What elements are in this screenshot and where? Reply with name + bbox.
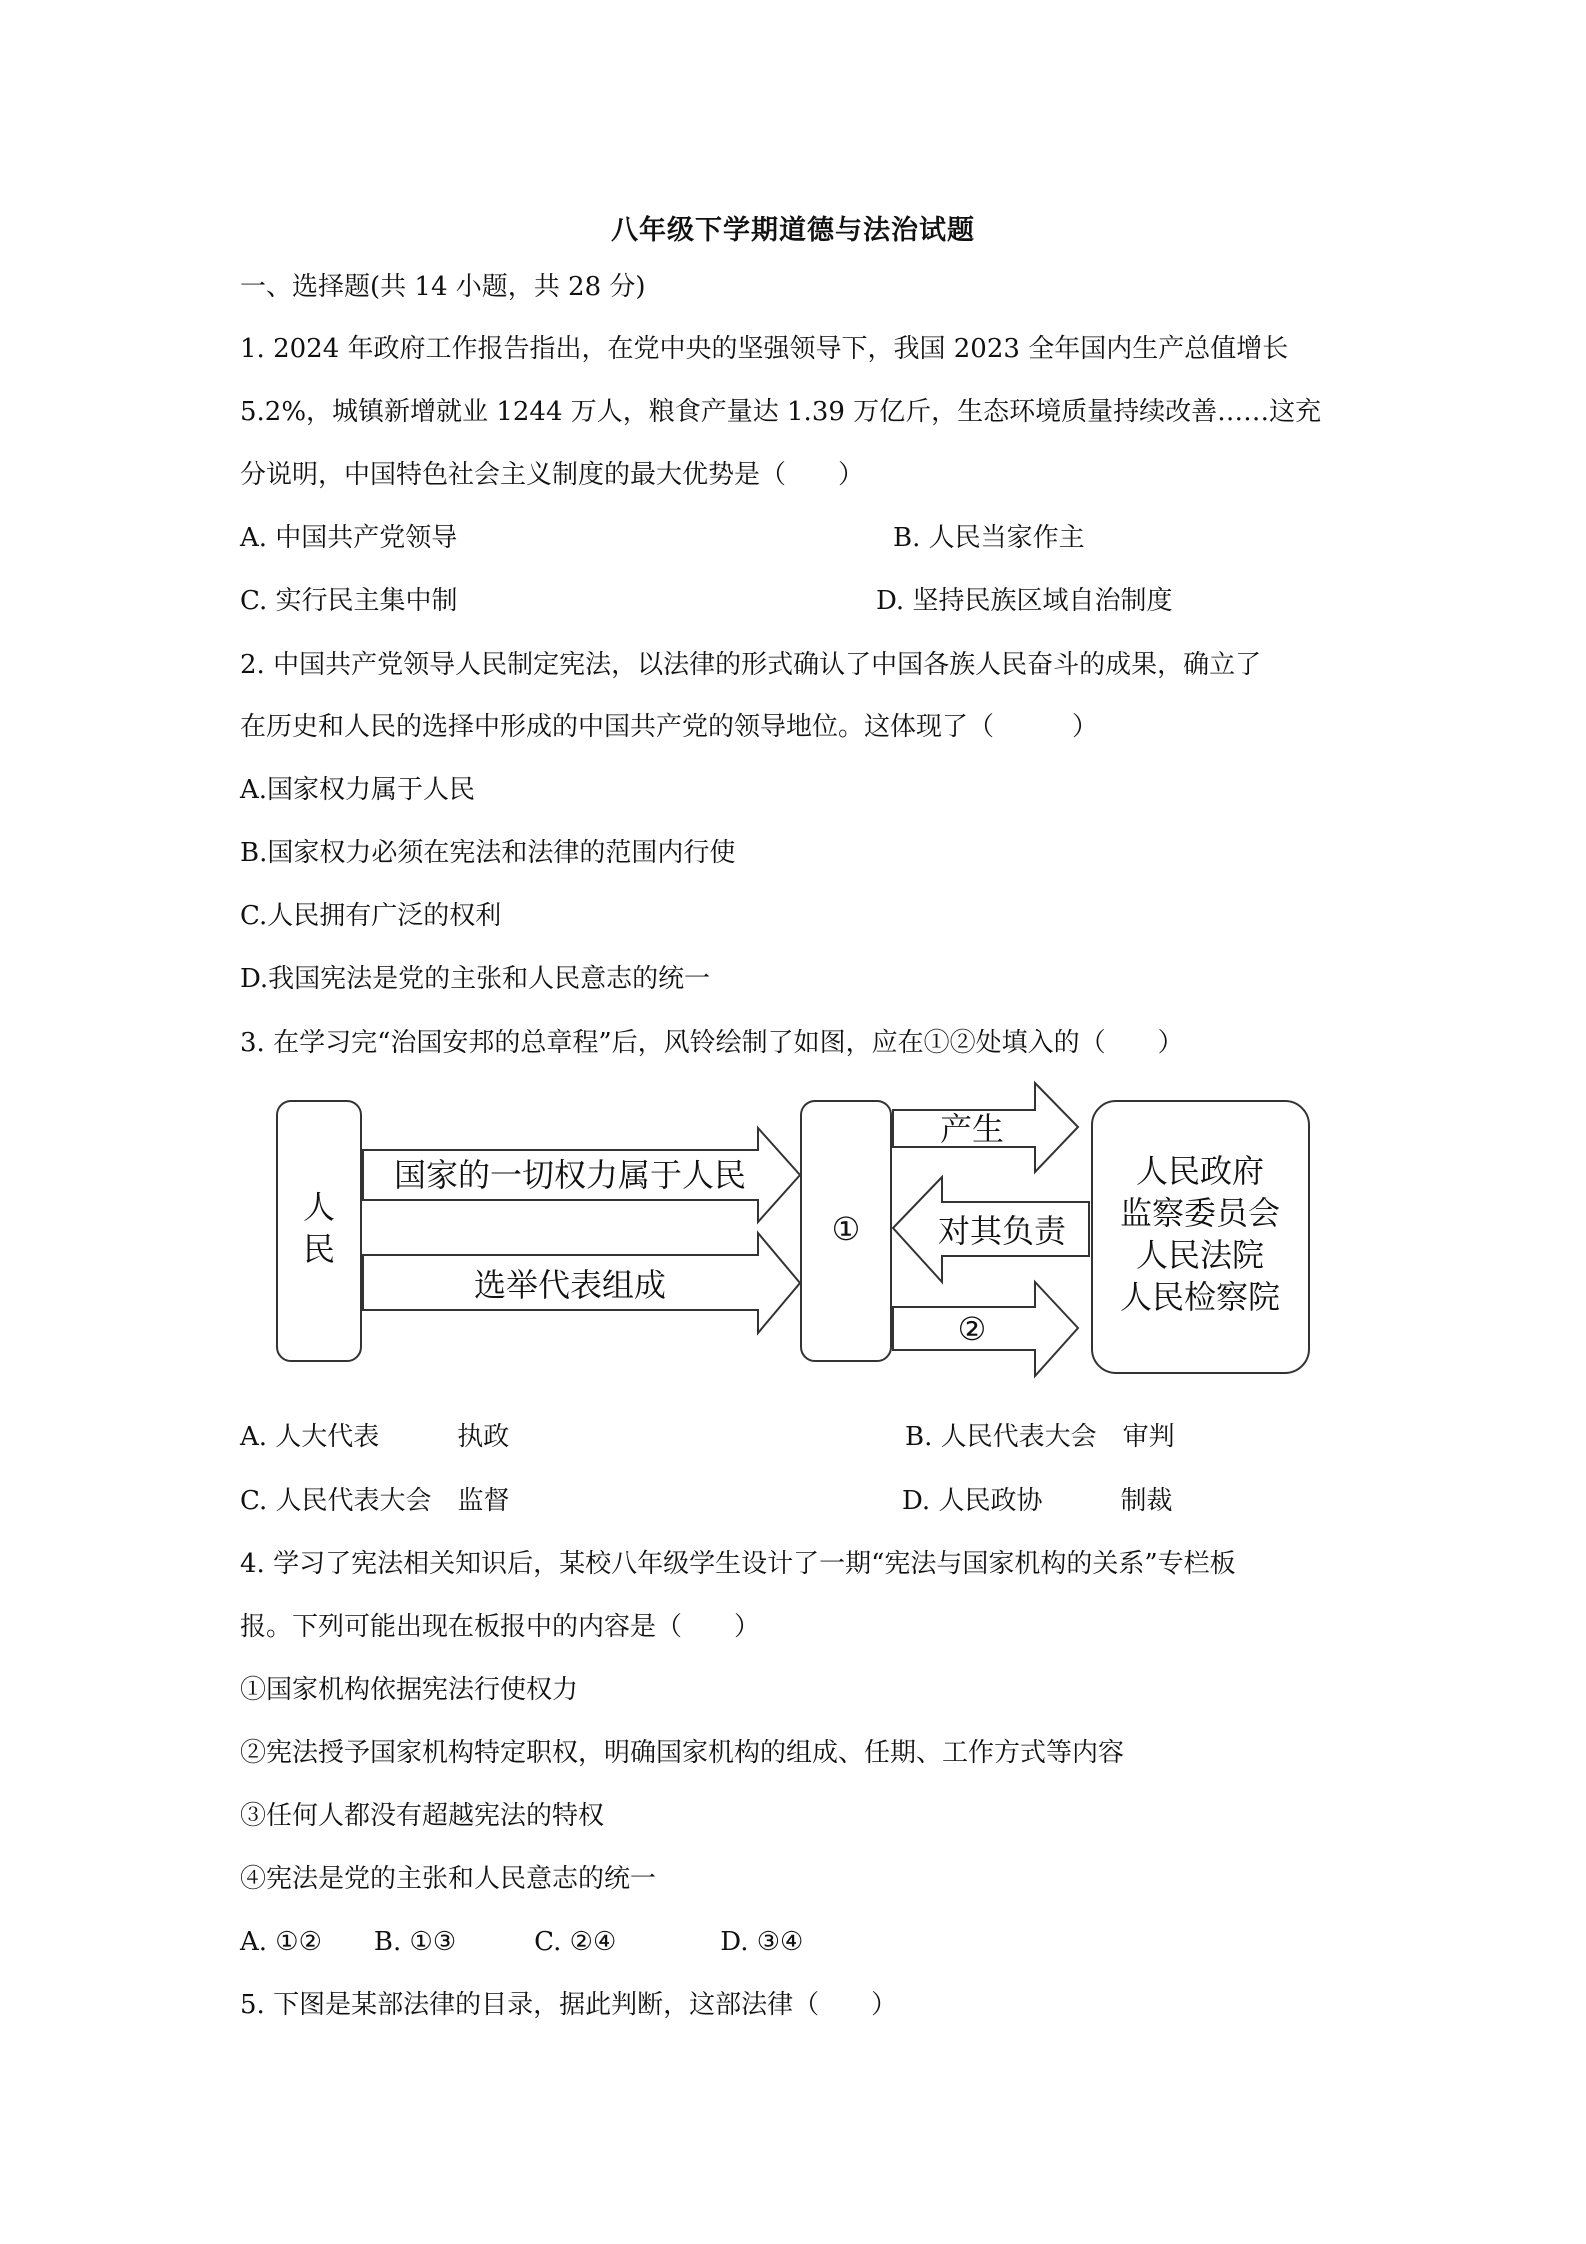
q1-option-b: B. 人民当家作主	[893, 523, 1085, 553]
q2-line-2: 在历史和人民的选择中形成的中国共产党的领导地位。这体现了（ ）	[240, 712, 1099, 742]
q4-item-4: ④宪法是党的主张和人民意志的统一	[240, 1864, 657, 1894]
q1-option-d: D. 坚持民族区域自治制度	[876, 586, 1173, 616]
q1-line-1: 1. 2024 年政府工作报告指出，在党中央的坚强领导下，我国 2023 全年国内生产总值增长	[240, 334, 1289, 364]
arrow-responsible-label: 对其负责	[937, 1212, 1067, 1250]
q3-option-b: B. 人民代表大会 审判	[905, 1422, 1175, 1452]
q3-option-c: C. 人民代表大会 监督	[240, 1486, 510, 1516]
q2-option-c: C.人民拥有广泛的权利	[240, 901, 502, 931]
arrow-produce	[893, 1083, 1078, 1172]
organs-box	[1092, 1101, 1309, 1373]
q4-options: A. ①② B. ①③ C. ②④ D. ③④	[240, 1927, 804, 1957]
q1-option-a: A. 中国共产党领导	[240, 523, 458, 553]
q2-line-1: 2. 中国共产党领导人民制定宪法，以法律的形式确认了中国各族人民奋斗的成果，确立了	[240, 650, 1262, 680]
arrow-power	[363, 1128, 800, 1222]
center-label: ①	[831, 1210, 861, 1248]
page-title: 八年级下学期道德与法治试题	[611, 215, 975, 246]
q3-option-a: A. 人大代表 执政	[240, 1422, 510, 1452]
q1-option-c: C. 实行民主集中制	[240, 586, 458, 616]
q5-line: 5. 下图是某部法律的目录，据此判断，这部法律（ ）	[240, 1990, 898, 2020]
q3-line: 3. 在学习完“治国安邦的总章程”后，风铃绘制了如图，应在①②处填入的（ ）	[240, 1028, 1184, 1058]
q4-line-2: 报。下列可能出现在板报中的内容是（ ）	[240, 1612, 761, 1642]
organ-2: 监察委员会	[1119, 1194, 1281, 1232]
q1-line-2: 5.2%，城镇新增就业 1244 万人，粮食产量达 1.39 万亿斤，生态环境质量持续改善……这充	[240, 397, 1322, 427]
organ-3: 人民法院	[1135, 1236, 1265, 1274]
q2-option-a: A.国家权力属于人民	[240, 775, 476, 805]
center-box	[801, 1101, 891, 1361]
arrow-power-label: 国家的一切权力属于人民	[393, 1156, 747, 1194]
people-box	[277, 1101, 361, 1361]
arrow-elect	[363, 1233, 800, 1333]
arrow-two-label: ②	[957, 1310, 987, 1348]
arrow-produce-label: 产生	[939, 1110, 1005, 1148]
section-heading: 一、选择题(共 14 小题，共 28 分)	[240, 272, 646, 302]
people-char-1: 人	[302, 1188, 336, 1226]
q4-item-1: ①国家机构依据宪法行使权力	[240, 1675, 579, 1705]
q2-option-d: D.我国宪法是党的主张和人民意志的统一	[240, 964, 711, 994]
organ-4: 人民检察院	[1119, 1278, 1281, 1316]
people-char-2: 民	[302, 1230, 336, 1268]
q4-item-2: ②宪法授予国家机构特定职权，明确国家机构的组成、任期、工作方式等内容	[240, 1738, 1125, 1768]
q2-option-b: B.国家权力必须在宪法和法律的范围内行使	[240, 838, 736, 868]
arrow-two	[893, 1282, 1078, 1376]
q4-line-1: 4. 学习了宪法相关知识后，某校八年级学生设计了一期“宪法与国家机构的关系”专栏板	[240, 1549, 1236, 1579]
q1-line-3: 分说明，中国特色社会主义制度的最大优势是（ ）	[240, 460, 865, 490]
q3-option-d: D. 人民政协 制裁	[902, 1486, 1173, 1516]
organ-1: 人民政府	[1135, 1152, 1265, 1190]
arrow-responsible	[893, 1177, 1089, 1282]
arrow-elect-label: 选举代表组成	[473, 1266, 667, 1304]
q4-item-3: ③任何人都没有超越宪法的特权	[240, 1801, 605, 1831]
